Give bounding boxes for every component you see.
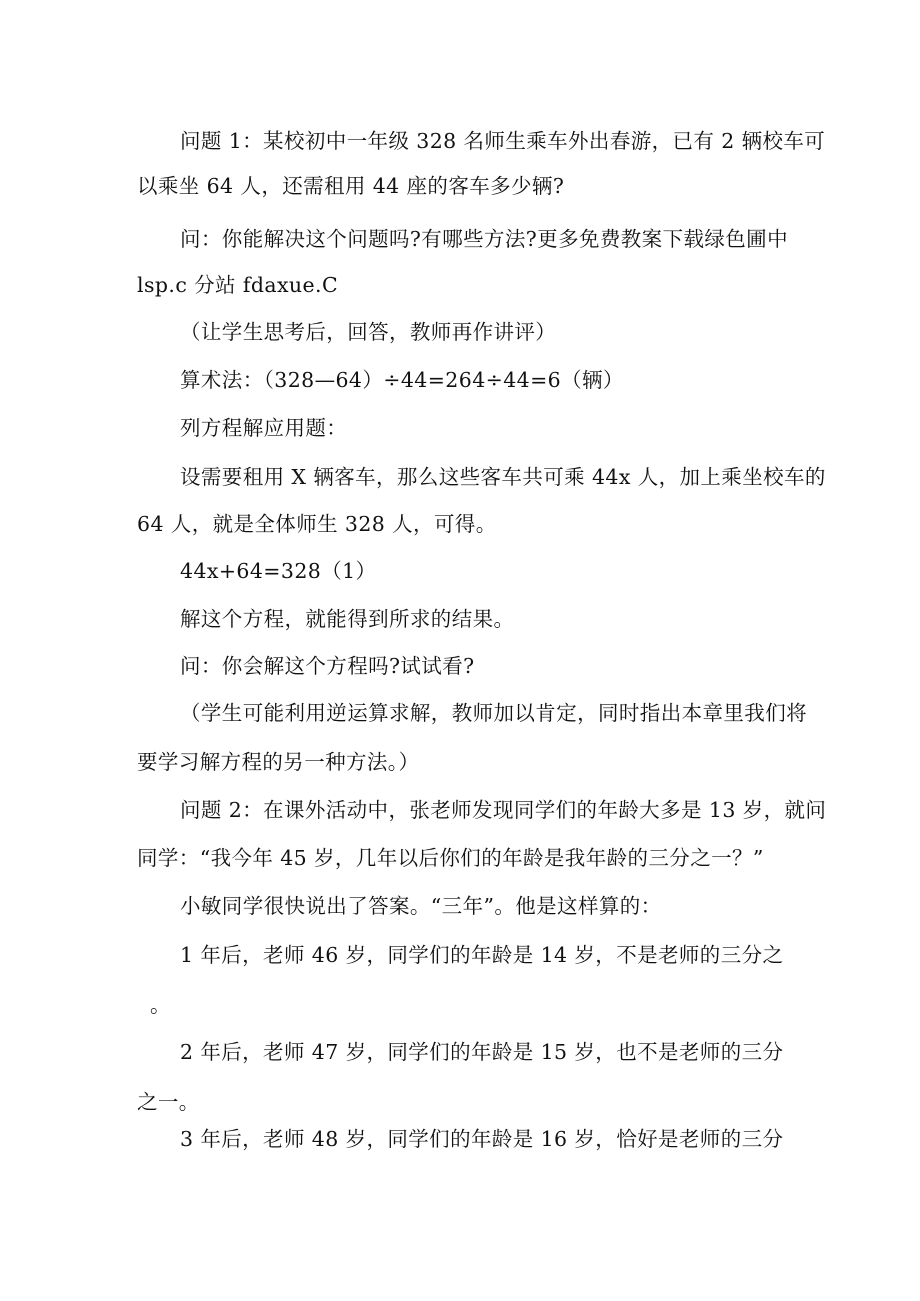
- answer-intro: 小敏同学很快说出了答案。“三年”。他是这样算的：: [180, 894, 662, 918]
- setup-line2: 64 人，就是全体师生 328 人，可得。: [137, 512, 497, 536]
- problem2-line1: 问题 2：在课外活动中，张老师发现同学们的年龄大多是 13 岁，就问: [180, 798, 827, 822]
- year2-line2: 之一。: [137, 1090, 200, 1114]
- question1-line2: lsp.c 分站 fdaxue.C: [137, 273, 339, 297]
- year1-line1: 1 年后，老师 46 岁，同学们的年龄是 14 岁，不是老师的三分之: [180, 943, 784, 967]
- solve-statement: 解这个方程，就能得到所求的结果。: [180, 607, 515, 631]
- question2: 问：你会解这个方程吗?试试看?: [180, 654, 475, 678]
- year1-line2: 。: [150, 993, 171, 1017]
- problem1-line1: 问题 1：某校初中一年级 328 名师生乘车外出春游，已有 2 辆校车可: [180, 129, 826, 153]
- arithmetic-method: 算术法：（328—64）÷44=264÷44=6（辆）: [180, 368, 624, 392]
- year2-line1: 2 年后，老师 47 岁，同学们的年龄是 15 岁，也不是老师的三分: [180, 1040, 784, 1064]
- note2-line1: （学生可能利用逆运算求解，教师加以肯定，同时指出本章里我们将: [180, 701, 807, 725]
- year3-line1: 3 年后，老师 48 岁，同学们的年龄是 16 岁，恰好是老师的三分: [180, 1127, 784, 1151]
- question1-line1: 问：你能解决这个问题吗?有哪些方法?更多免费教案下载绿色圃中: [180, 227, 788, 251]
- discussion-note: （让学生思考后，回答，教师再作讲评）: [180, 320, 557, 344]
- equation-1: 44x+64=328（1）: [180, 559, 377, 583]
- setup-line1: 设需要租用 X 辆客车，那么这些客车共可乘 44x 人，加上乘坐校车的: [180, 465, 826, 489]
- problem1-line2: 以乘坐 64 人，还需租用 44 座的客车多少辆?: [137, 174, 565, 198]
- problem2-line2: 同学：“我今年 45 岁，几年以后你们的年龄是我年龄的三分之一？”: [137, 846, 764, 870]
- note2-line2: 要学习解方程的另一种方法。）: [137, 750, 420, 774]
- equation-heading: 列方程解应用题：: [180, 416, 348, 440]
